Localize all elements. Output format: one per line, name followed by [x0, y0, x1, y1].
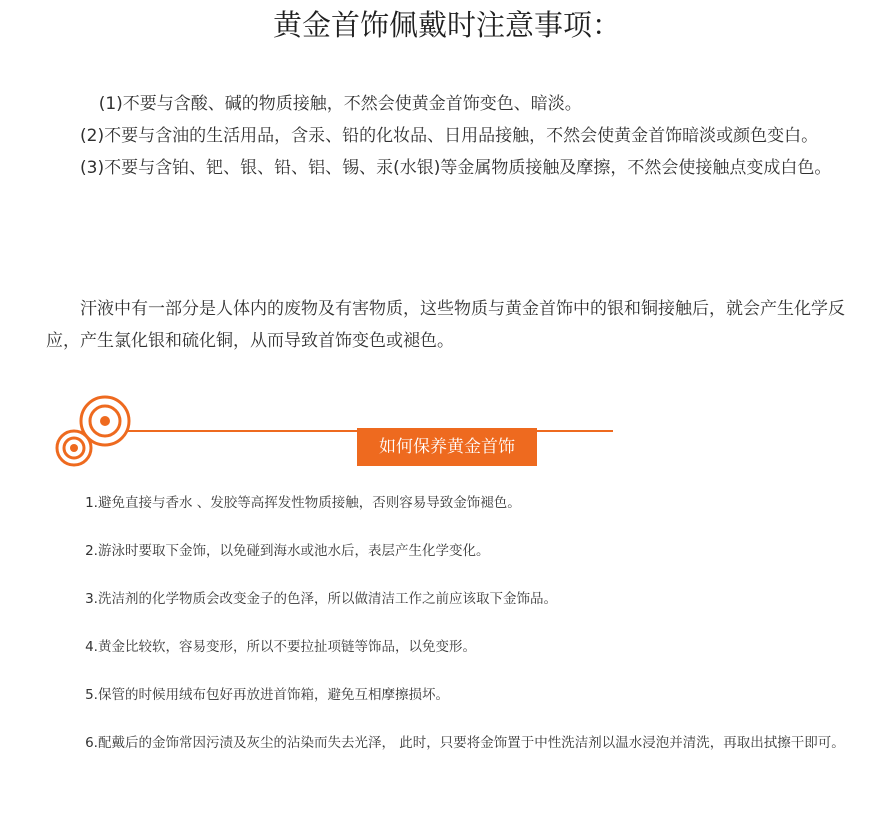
precaution-item: (1)不要与含酸、碱的物质接触，不然会使黄金首饰变色、暗淡。 [98, 94, 582, 114]
precaution-item: (2)不要与含油的生活用品，含汞、铅的化妆品、日用品接触，不然会使黄金首饰暗淡或颜色变白。 [80, 126, 819, 146]
precaution-item: (3)不要与含铂、钯、银、铅、铝、锡、汞(水银)等金属物质接触及摩擦，不然会使接触点变成白色。 [80, 158, 832, 178]
precautions-list [46, 88, 854, 184]
care-tips-list [50, 491, 850, 755]
sweat-paragraph: 汗液中有一部分是人体内的废物及有害物质，这些物质与黄金首饰中的银和铜接触后，就会产生化学反应，产生氯化银和硫化铜，从而导致首饰变色或褪色。 [46, 299, 845, 351]
sweat-explanation [46, 293, 854, 357]
concentric-circles-icon [55, 393, 137, 473]
care-tip: 4.黄金比较软，容易变形，所以不要拉扯项链等饰品，以免变形。 [85, 639, 476, 655]
section-heading: 如何保养黄金首饰 [357, 428, 537, 466]
care-tip: 1.避免直接与香水 、发胶等高挥发性物质接触，否则容易导致金饰褪色。 [85, 495, 521, 511]
care-tip: 3.洗洁剂的化学物质会改变金子的色泽，所以做清洁工作之前应该取下金饰品。 [85, 591, 557, 607]
care-tip: 6.配戴后的金饰常因污渍及灰尘的沾染而失去光泽， 此时，只要将金饰置于中性洗洁剂以温水浸泡并清洗，再取出拭擦干即可。 [85, 735, 845, 751]
care-tip: 5.保管的时候用绒布包好再放进首饰箱，避免互相摩擦损坏。 [85, 687, 449, 703]
page-title: 黄金首饰佩戴时注意事项： [272, 8, 621, 42]
care-tip: 2.游泳时要取下金饰，以免碰到海水或池水后，表层产生化学变化。 [85, 543, 490, 559]
